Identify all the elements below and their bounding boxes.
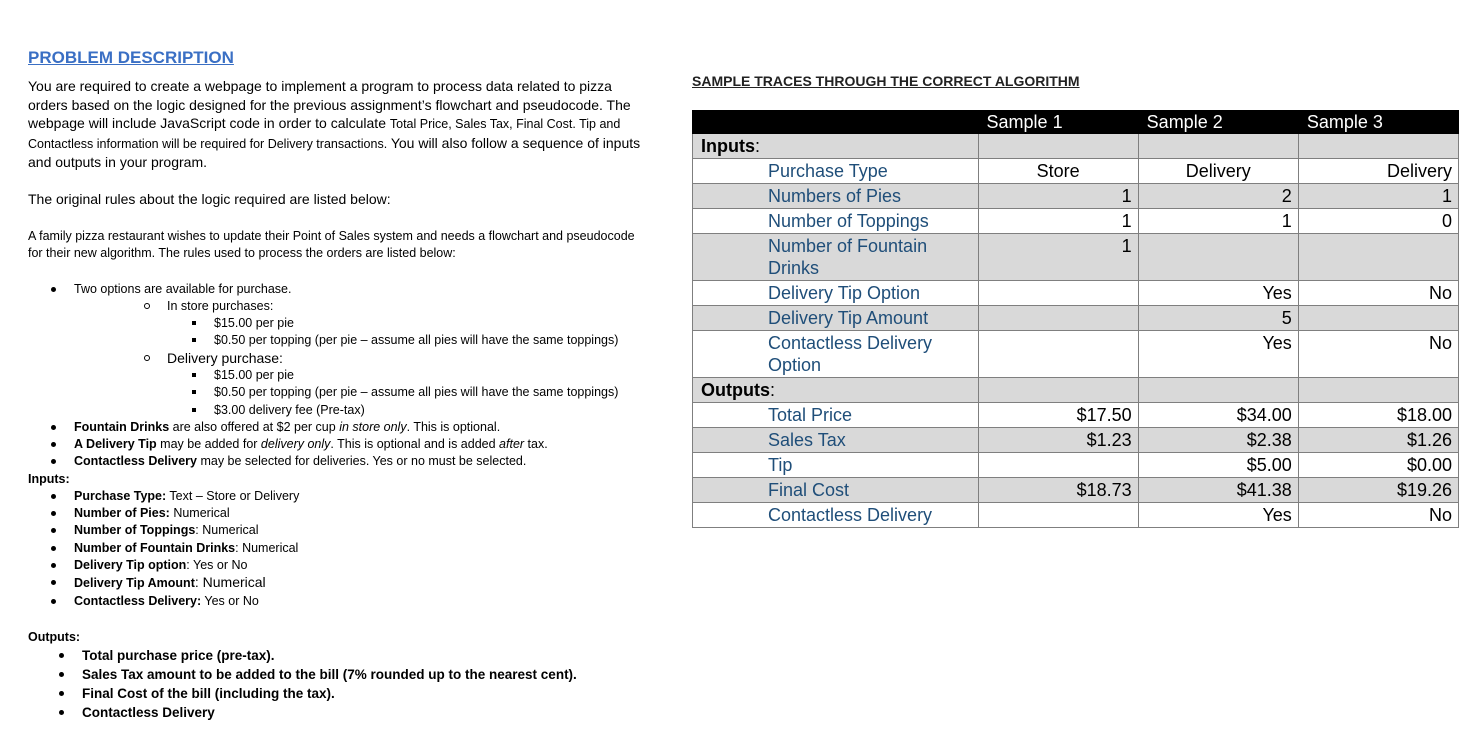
row-label: Delivery Tip Amount bbox=[693, 306, 979, 331]
input-bold: Number of Pies: bbox=[74, 506, 170, 521]
table-cell: $2.38 bbox=[1138, 428, 1298, 453]
table-cell: Yes bbox=[1138, 281, 1298, 306]
table-cell bbox=[978, 306, 1138, 331]
row-label: Purchase Type bbox=[693, 159, 979, 184]
table-cell: No bbox=[1298, 281, 1458, 306]
problem-heading: PROBLEM DESCRIPTION bbox=[28, 48, 234, 67]
input-text: Numerical bbox=[169, 506, 230, 521]
table-row bbox=[693, 331, 1459, 378]
table-cell bbox=[1138, 134, 1298, 159]
rules-intro: The original rules about the logic required are listed below: bbox=[28, 190, 391, 207]
family-paragraph: A family pizza restaurant wishes to update their Point of Sales system and needs a flowchart and pseudocode for their new algorithm. The rules used to process the orders are listed below: bbox=[28, 228, 635, 260]
list-item: $0.50 per topping (per pie – assume all pies will have the same toppings) bbox=[74, 384, 648, 401]
input-text: : Numerical bbox=[195, 523, 259, 538]
delivery-list bbox=[74, 367, 648, 419]
inputs-label: Inputs: bbox=[28, 471, 70, 486]
header-blank bbox=[693, 111, 979, 134]
table-cell: $34.00 bbox=[1138, 403, 1298, 428]
table-cell bbox=[1298, 378, 1458, 403]
options-sublist bbox=[74, 298, 648, 419]
list-item bbox=[28, 505, 648, 522]
list-item: $15.00 per pie bbox=[74, 315, 648, 332]
table-cell bbox=[978, 134, 1138, 159]
list-item bbox=[28, 281, 648, 419]
input-bold: Purchase Type: bbox=[74, 488, 167, 503]
table-cell: $19.26 bbox=[1298, 478, 1458, 503]
tip-text-2: . This is optional and is added bbox=[330, 437, 500, 452]
list-item bbox=[28, 419, 648, 436]
row-label: Contactless Delivery bbox=[693, 503, 979, 528]
list-item: $3.00 delivery fee (Pre-tax) bbox=[74, 402, 648, 419]
inputs-list bbox=[28, 488, 648, 610]
inputs-heading bbox=[693, 134, 979, 159]
tip-em-2: after bbox=[499, 437, 525, 452]
row-label: Numbers of Pies bbox=[693, 184, 979, 209]
table-row bbox=[693, 306, 1459, 331]
table-cell: $1.26 bbox=[1298, 428, 1458, 453]
table-row bbox=[693, 478, 1459, 503]
table-cell bbox=[978, 331, 1138, 378]
input-text: : Numerical bbox=[235, 540, 299, 555]
list-item bbox=[28, 684, 648, 703]
inputs-section-row bbox=[693, 134, 1459, 159]
tip-em: delivery only bbox=[260, 437, 331, 452]
table-cell bbox=[978, 453, 1138, 478]
table-cell: 1 bbox=[978, 184, 1138, 209]
outputs-list bbox=[28, 646, 648, 722]
table-cell bbox=[1298, 306, 1458, 331]
table-cell bbox=[978, 378, 1138, 403]
row-label: Total Price bbox=[693, 403, 979, 428]
table-cell bbox=[1138, 378, 1298, 403]
input-text: Text – Store or Delivery bbox=[166, 488, 300, 503]
delivery-label: Delivery purchase: bbox=[167, 349, 283, 366]
table-cell: 1 bbox=[978, 209, 1138, 234]
table-cell: Yes bbox=[1138, 503, 1298, 528]
table-row bbox=[693, 453, 1459, 478]
table-row bbox=[693, 428, 1459, 453]
table-cell bbox=[1298, 234, 1458, 281]
list-item bbox=[28, 703, 648, 722]
table-cell: 2 bbox=[1138, 184, 1298, 209]
row-label: Final Cost bbox=[693, 478, 979, 503]
list-item bbox=[28, 574, 648, 592]
header-sample-1: Sample 1 bbox=[978, 111, 1138, 134]
outputs-heading bbox=[693, 378, 979, 403]
table-cell: 1 bbox=[1298, 184, 1458, 209]
tip-end: tax. bbox=[524, 437, 548, 452]
table-header-row bbox=[693, 111, 1459, 134]
output-text: Sales Tax amount to be added to the bill (7% rounded up to the nearest cent). bbox=[82, 666, 577, 682]
table-row bbox=[693, 403, 1459, 428]
table-row bbox=[693, 159, 1459, 184]
input-bold: Delivery Tip Amount bbox=[74, 576, 195, 591]
input-text: : Numerical bbox=[194, 574, 266, 591]
list-item bbox=[74, 298, 648, 350]
outputs-heading-text: Outputs bbox=[701, 380, 770, 400]
table-cell: $41.38 bbox=[1138, 478, 1298, 503]
list-item: $15.00 per pie bbox=[74, 367, 648, 384]
list-item bbox=[28, 665, 648, 684]
row-label: Number of Toppings bbox=[693, 209, 979, 234]
fountain-end: . This is optional. bbox=[406, 419, 501, 434]
table-row bbox=[693, 209, 1459, 234]
table-cell: 1 bbox=[1138, 209, 1298, 234]
fountain-em: in store only bbox=[339, 419, 407, 434]
inputs-heading-text: Inputs bbox=[701, 136, 755, 156]
options-text: Two options are available for purchase. bbox=[74, 281, 292, 296]
output-text: Contactless Delivery bbox=[82, 704, 215, 720]
table-cell: Store bbox=[978, 159, 1138, 184]
table-cell: Delivery bbox=[1138, 159, 1298, 184]
table-cell: $18.00 bbox=[1298, 403, 1458, 428]
outputs-section-row bbox=[693, 378, 1459, 403]
input-text: Yes or No bbox=[201, 593, 259, 608]
fountain-bold: Fountain Drinks bbox=[74, 419, 170, 434]
tip-bold: A Delivery Tip bbox=[74, 437, 157, 452]
table-cell: $1.23 bbox=[978, 428, 1138, 453]
table-row bbox=[693, 184, 1459, 209]
contactless-text: may be selected for deliveries. Yes or no must be selected. bbox=[196, 454, 527, 469]
table-row bbox=[693, 281, 1459, 306]
table-cell: Delivery bbox=[1298, 159, 1458, 184]
table-cell: 5 bbox=[1138, 306, 1298, 331]
list-item bbox=[28, 436, 648, 453]
list-item bbox=[28, 453, 648, 470]
table-cell: No bbox=[1298, 331, 1458, 378]
table-cell: No bbox=[1298, 503, 1458, 528]
contactless-bold: Contactless Delivery bbox=[74, 454, 197, 469]
rules-list bbox=[28, 281, 648, 471]
list-item bbox=[28, 646, 648, 665]
input-bold: Contactless Delivery: bbox=[74, 593, 202, 608]
tip-text: may be added for bbox=[156, 437, 261, 452]
table-cell bbox=[978, 503, 1138, 528]
output-text: Total purchase price (pre-tax). bbox=[82, 647, 275, 663]
table-row bbox=[693, 234, 1459, 281]
instore-list bbox=[74, 315, 648, 350]
row-label: Contactless Delivery Option bbox=[693, 331, 979, 378]
outputs-label: Outputs: bbox=[28, 629, 81, 644]
row-label: Tip bbox=[693, 453, 979, 478]
fountain-text: are also offered at $2 per cup bbox=[169, 419, 340, 434]
table-cell: $5.00 bbox=[1138, 453, 1298, 478]
input-bold: Number of Fountain Drinks bbox=[74, 540, 236, 555]
sample-traces-table bbox=[692, 110, 1459, 528]
list-item: $0.50 per topping (per pie – assume all pies will have the same toppings) bbox=[74, 332, 648, 349]
row-label: Number of Fountain Drinks bbox=[693, 234, 979, 281]
table-cell: $0.00 bbox=[1298, 453, 1458, 478]
intro-text-2: You will also follow a sequence of inputs and outputs in your program. bbox=[28, 134, 641, 170]
table-cell bbox=[1138, 234, 1298, 281]
colon: : bbox=[755, 136, 761, 156]
colon: : bbox=[770, 380, 776, 400]
list-item bbox=[74, 350, 648, 419]
list-item bbox=[28, 593, 648, 610]
list-item bbox=[28, 522, 648, 539]
list-item bbox=[28, 488, 648, 505]
table-cell: $17.50 bbox=[978, 403, 1138, 428]
header-sample-2: Sample 2 bbox=[1138, 111, 1298, 134]
samples-title: SAMPLE TRACES THROUGH THE CORRECT ALGORITHM bbox=[692, 73, 1080, 89]
row-label: Sales Tax bbox=[693, 428, 979, 453]
sample-traces-section bbox=[692, 73, 1459, 528]
list-item bbox=[28, 540, 648, 557]
intro-paragraph bbox=[28, 77, 648, 172]
table-row bbox=[693, 503, 1459, 528]
list-item bbox=[28, 557, 648, 574]
table-cell: 0 bbox=[1298, 209, 1458, 234]
intro-text-small: Total Price, Sales Tax, Final Cost. Tip and Contactless information will be required for Delivery transactions. bbox=[28, 117, 621, 151]
input-bold: Number of Toppings bbox=[74, 523, 196, 538]
intro-text-1: You are required to create a webpage to implement a program to process data related to pizza orders based on the logic designed for the previous assignment’s flowchart and pseudocode. The webpage will include JavaScript code in order to calculate bbox=[28, 78, 631, 131]
header-sample-3: Sample 3 bbox=[1298, 111, 1458, 134]
input-text: : Yes or No bbox=[186, 557, 248, 572]
input-bold: Delivery Tip option bbox=[74, 557, 187, 572]
row-label: Delivery Tip Option bbox=[693, 281, 979, 306]
table-cell: Yes bbox=[1138, 331, 1298, 378]
output-text: Final Cost of the bill (including the tax). bbox=[82, 685, 335, 701]
problem-description-section bbox=[28, 48, 648, 722]
table-cell bbox=[978, 281, 1138, 306]
instore-label: In store purchases: bbox=[167, 298, 274, 313]
table-cell: $18.73 bbox=[978, 478, 1138, 503]
table-cell bbox=[1298, 134, 1458, 159]
table-cell: 1 bbox=[978, 234, 1138, 281]
